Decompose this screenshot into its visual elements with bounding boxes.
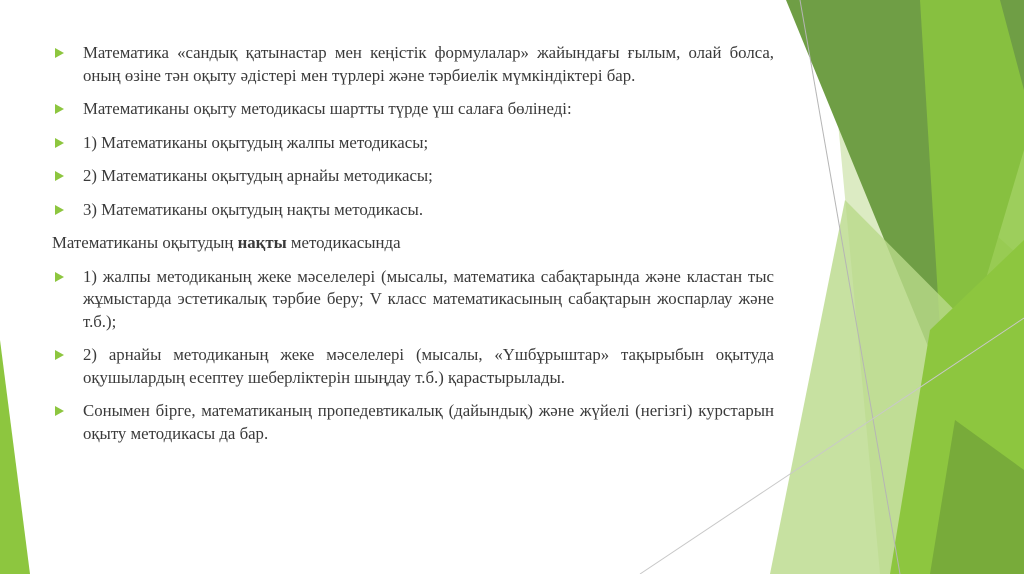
bullet-arrow-icon: [55, 272, 64, 282]
bullet-text: 2) арнайы методиканың жеке мәселелері (мысалы, «Үшбұрыштар» тақырыбын оқытуда оқушылардың есептеу шеберліктерін шыңдау т.б.) қарастырылады.: [83, 345, 774, 387]
bullet-item-5: [52, 199, 774, 222]
bullet-item-2: [52, 98, 774, 121]
bullet-arrow-icon: [55, 138, 64, 148]
bullet-item-6: [52, 266, 774, 334]
bullet-arrow-icon: [55, 104, 64, 114]
bullet-arrow-icon: [55, 350, 64, 360]
bullet-text: Сонымен бірге, математиканың пропедевтикалық (дайындық) және жүйелі (негізгі) курстарын оқыту методикасы да бар.: [83, 401, 774, 443]
bullet-text: 1) жалпы методиканың жеке мәселелері (мысалы, математика сабақтарында және кластан тыс жұмыстарда эстетикалық тәрбие беру; V класс математикасының сабақтарын жоспарлау және т.б.);: [83, 266, 774, 331]
bullet-arrow-icon: [55, 171, 64, 181]
bullet-item-4: [52, 165, 774, 188]
subheading: [52, 232, 774, 255]
bullet-item-8: [52, 400, 774, 445]
slide-body: [52, 42, 774, 456]
bullet-arrow-icon: [55, 406, 64, 416]
bullet-text: Математика «сандық қатынастар мен кеңістік формулалар» жайындағы ғылым, олай болса, оның өзіне тән оқыту әдістері мен түрлері және тәрбиелік мүмкіндіктері бар.: [83, 43, 774, 85]
bullet-text: 3) Математиканы оқытудың нақты методикасы.: [83, 199, 424, 219]
bullet-arrow-icon: [55, 48, 64, 58]
subheading-bold: нақты: [237, 233, 287, 252]
bullet-text: 2) Математиканы оқытудың арнайы методикасы;: [83, 166, 433, 185]
bullet-arrow-icon: [55, 205, 64, 215]
bullet-text: 1) Математиканы оқытудың жалпы методикасы;: [83, 132, 429, 152]
subheading-after: методикасында: [286, 233, 401, 252]
left-green-strip: [0, 340, 30, 574]
subheading-before: Математиканы оқытудың: [52, 233, 238, 252]
bullet-item-1: [52, 42, 774, 87]
bullet-text: Математиканы оқыту методикасы шартты түрде үш салаға бөлінеді:: [83, 99, 572, 118]
bullet-item-3: [52, 132, 774, 155]
bullet-item-7: [52, 344, 774, 389]
